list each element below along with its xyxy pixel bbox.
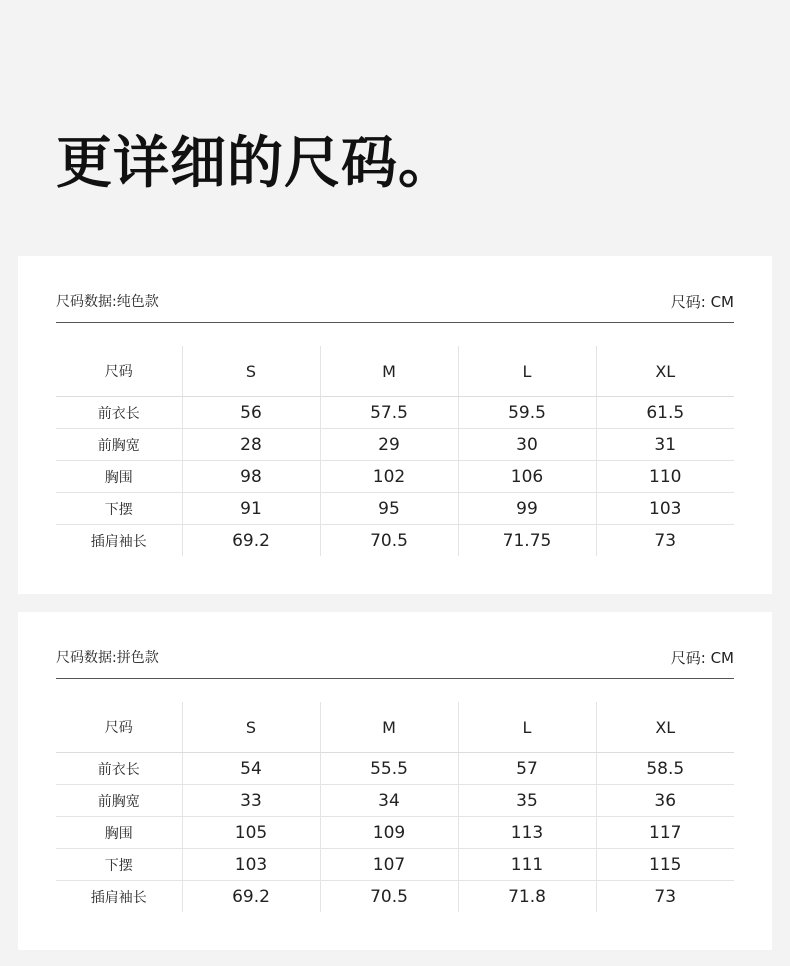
size-table: [56, 702, 734, 912]
unit-label: 尺码: CM: [670, 649, 734, 667]
cell-s: 28: [182, 429, 320, 461]
cell-m: 109: [320, 817, 458, 849]
cell-m: 107: [320, 849, 458, 881]
cell-xl: 115: [596, 849, 734, 881]
cell-xl: 103: [596, 493, 734, 525]
cell-m: 34: [320, 785, 458, 817]
cell-xl: 110: [596, 461, 734, 493]
cell-l: 111: [458, 849, 596, 881]
row-label: 前胸宽: [56, 785, 182, 817]
table-row: [56, 785, 734, 817]
cell-s: 69.2: [182, 881, 320, 913]
cell-s: 69.2: [182, 525, 320, 557]
row-label: 前衣长: [56, 397, 182, 429]
row-label: 前衣长: [56, 753, 182, 785]
header-row: [56, 346, 734, 397]
cell-l: 35: [458, 785, 596, 817]
table-row: [56, 461, 734, 493]
cell-l: 59.5: [458, 397, 596, 429]
cell-s: 54: [182, 753, 320, 785]
cell-xl: 61.5: [596, 397, 734, 429]
cell-l: 99: [458, 493, 596, 525]
row-label: 插肩袖长: [90, 889, 147, 906]
cell-s: 33: [182, 785, 320, 817]
cell-s: 91: [182, 493, 320, 525]
header-l: L: [458, 346, 596, 397]
cell-xl: 58.5: [596, 753, 734, 785]
page-title: 更详细的尺码。: [56, 131, 455, 196]
cell-xl: 117: [596, 817, 734, 849]
cell-s: 98: [182, 461, 320, 493]
cell-l: 71.75: [458, 525, 596, 557]
size-card-color-block: [18, 612, 772, 950]
cell-m: 95: [320, 493, 458, 525]
cell-m: 29: [320, 429, 458, 461]
header-size: 尺码: [56, 346, 182, 397]
cell-l: 113: [458, 817, 596, 849]
header-m: M: [320, 702, 458, 753]
table-caption: 尺码数据:拼色款: [56, 650, 159, 666]
size-card-solid: [18, 256, 772, 594]
row-label: 前胸宽: [56, 429, 182, 461]
cell-s: 56: [182, 397, 320, 429]
table-row: [56, 753, 734, 785]
table-row: [56, 493, 734, 525]
table-row: [56, 817, 734, 849]
table-row: [56, 849, 734, 881]
row-label: 胸围: [56, 817, 182, 849]
header-row: [56, 702, 734, 753]
cell-xl: 36: [596, 785, 734, 817]
cell-m: 55.5: [320, 753, 458, 785]
header-s: S: [182, 346, 320, 397]
header-s: S: [182, 702, 320, 753]
cell-l: 71.8: [458, 881, 596, 913]
header-xl: XL: [596, 346, 734, 397]
cell-xl: 31: [596, 429, 734, 461]
cell-s: 105: [182, 817, 320, 849]
row-label: 下摆: [56, 493, 182, 525]
row-label: 下摆: [56, 849, 182, 881]
table-row: [56, 525, 734, 557]
cell-xl: 73: [596, 525, 734, 557]
header-l: L: [458, 702, 596, 753]
cell-m: 70.5: [320, 881, 458, 913]
header-m: M: [320, 346, 458, 397]
size-table: [56, 346, 734, 556]
header-size: 尺码: [56, 702, 182, 753]
cell-s: 103: [182, 849, 320, 881]
cell-l: 30: [458, 429, 596, 461]
table-row: [56, 397, 734, 429]
row-label: 插肩袖长: [90, 533, 147, 550]
unit-label: 尺码: CM: [670, 293, 734, 311]
cell-m: 57.5: [320, 397, 458, 429]
row-label: 胸围: [56, 461, 182, 493]
cell-l: 106: [458, 461, 596, 493]
table-caption: 尺码数据:纯色款: [56, 294, 159, 310]
cell-xl: 73: [596, 881, 734, 913]
card-header: [56, 646, 734, 679]
cell-m: 70.5: [320, 525, 458, 557]
table-row: [56, 881, 734, 913]
cell-m: 102: [320, 461, 458, 493]
card-header: [56, 290, 734, 323]
cell-l: 57: [458, 753, 596, 785]
table-row: [56, 429, 734, 461]
header-xl: XL: [596, 702, 734, 753]
